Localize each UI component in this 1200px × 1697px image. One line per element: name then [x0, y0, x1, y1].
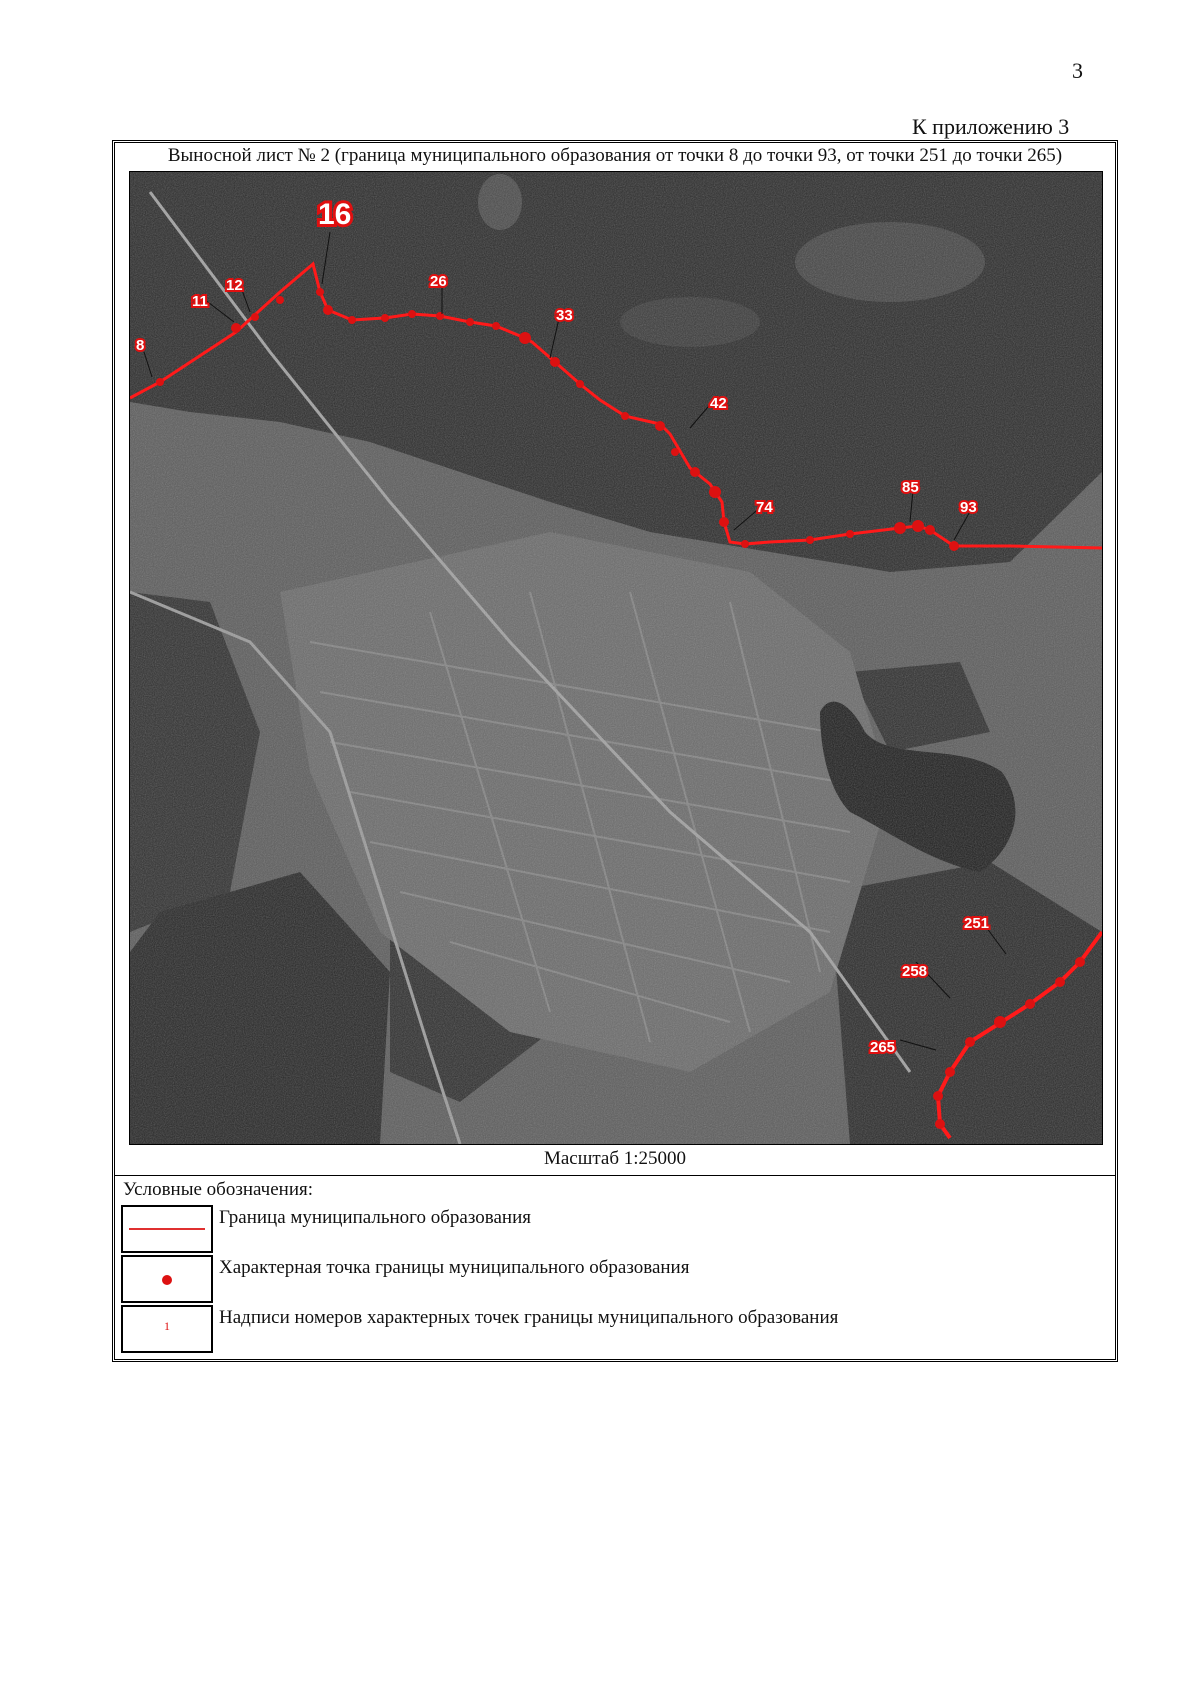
legend-text-label: Надписи номеров характерных точек границы муниципального образования [219, 1307, 839, 1328]
legend-symbol-box [121, 1205, 213, 1253]
boundary-point [671, 448, 679, 456]
boundary-point [323, 305, 333, 315]
boundary-point [156, 378, 164, 386]
boundary-point [1075, 957, 1085, 967]
boundary-point [408, 310, 416, 318]
boundary-point [348, 316, 356, 324]
boundary-point [655, 421, 665, 431]
boundary-point [436, 312, 444, 320]
point-label-11: 11 [192, 293, 208, 310]
boundary-point [945, 1067, 955, 1077]
point-label-93: 93 [960, 499, 977, 516]
point-label-251: 251 [964, 915, 990, 932]
boundary-point [935, 1119, 945, 1129]
legend-item-label [121, 1305, 211, 1351]
map-sheet-frame [112, 140, 1118, 1362]
boundary-point [519, 332, 531, 344]
boundary-point [231, 323, 241, 333]
boundary-point [466, 318, 474, 326]
point-label-26: 26 [430, 273, 447, 290]
point-label-8: 8 [136, 337, 145, 354]
map-canvas [130, 172, 1102, 1144]
point-label-265: 265 [870, 1039, 896, 1056]
imagery-texture [130, 172, 1102, 1144]
boundary-point [912, 520, 924, 532]
sheet-title: Выносной лист № 2 (граница муниципального образования от точки 8 до точки 93, от точки 251 до точки 265) [167, 145, 1063, 166]
legend-symbol-box [121, 1255, 213, 1303]
boundary-point [1025, 999, 1035, 1009]
boundary-line-symbol [129, 1228, 205, 1230]
boundary-point [965, 1037, 975, 1047]
point-label-33: 33 [556, 307, 573, 324]
point-label-12: 12 [226, 277, 243, 294]
boundary-point [251, 313, 259, 321]
boundary-point [925, 525, 935, 535]
boundary-point [994, 1016, 1006, 1028]
legend-symbol-box [121, 1305, 213, 1353]
legend-divider [115, 1175, 1115, 1176]
legend-item-point [121, 1255, 211, 1301]
boundary-point [576, 380, 584, 388]
page-number: 3 [1072, 58, 1083, 83]
boundary-point [381, 314, 389, 322]
boundary-point [933, 1091, 943, 1101]
map-scale: Масштаб 1:25000 [543, 1148, 687, 1169]
boundary-point [741, 540, 749, 548]
boundary-point [316, 288, 324, 296]
boundary-point [894, 522, 906, 534]
boundary-point [690, 467, 700, 477]
point-label-85: 85 [902, 479, 919, 496]
legend-title: Условные обозначения: [123, 1179, 314, 1200]
boundary-point [621, 412, 629, 420]
point-label-42: 42 [710, 395, 727, 412]
boundary-point [1055, 977, 1065, 987]
legend-text-point: Характерная точка границы муниципального образования [219, 1257, 690, 1278]
boundary-point [492, 322, 500, 330]
boundary-point [846, 530, 854, 538]
boundary-point [949, 541, 959, 551]
satellite-map[interactable] [129, 171, 1103, 1145]
legend-item-boundary [121, 1205, 211, 1251]
legend-text-boundary: Граница муниципального образования [219, 1207, 531, 1228]
point-dot-symbol [162, 1275, 172, 1285]
point-label-258: 258 [902, 963, 928, 980]
boundary-point [719, 517, 729, 527]
boundary-point [276, 296, 284, 304]
boundary-point [550, 357, 560, 367]
boundary-point [709, 486, 721, 498]
number-label-symbol: 1 [164, 1319, 170, 1333]
point-label-74: 74 [756, 499, 773, 516]
boundary-point [806, 536, 814, 544]
point-label-16: 16 [318, 198, 352, 231]
appendix-label: К приложению 3 [912, 114, 1070, 139]
